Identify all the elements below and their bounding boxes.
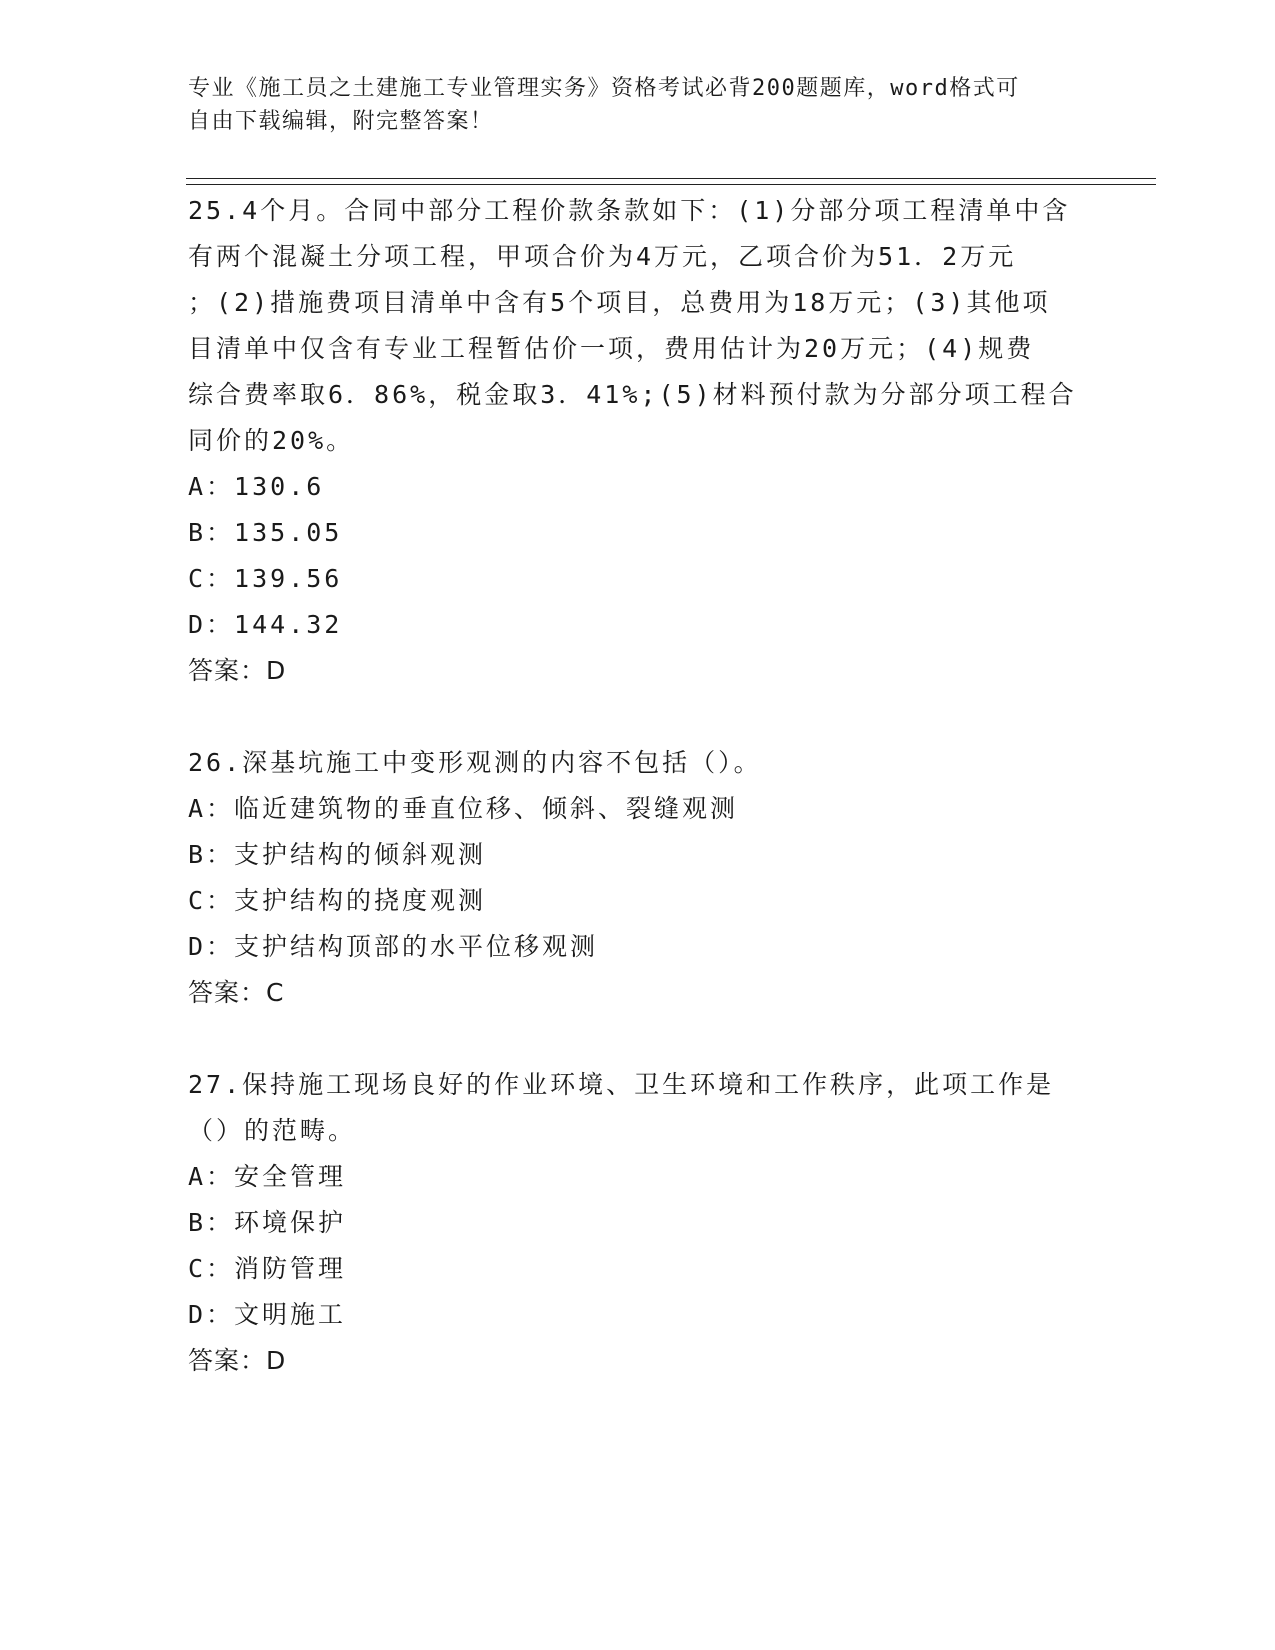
option-c: C：139.56 — [188, 564, 343, 593]
header-line-1: 专业《施工员之土建施工专业管理实务》资格考试必背200题题库，word格式可 — [188, 76, 1020, 101]
answer: 答案：D — [188, 1346, 287, 1375]
question-text-line: 25.4个月。合同中部分工程价款条款如下：(1)分部分项工程清单中含 — [188, 196, 1071, 225]
option-c: C：消防管理 — [188, 1254, 347, 1283]
question-text-line: （）的范畴。 — [188, 1116, 357, 1145]
option-b: B：环境保护 — [188, 1208, 347, 1237]
question-25 — [188, 188, 1088, 694]
question-list — [188, 188, 1088, 1384]
option-c: C：支护结构的挠度观测 — [188, 886, 487, 915]
header-divider-top — [186, 178, 1156, 179]
option-a: A：临近建筑物的垂直位移、倾斜、裂缝观测 — [188, 794, 739, 823]
question-text-line: 27.保持施工现场良好的作业环境、卫生环境和工作秩序，此项工作是 — [188, 1070, 1055, 1099]
option-d: D：144.32 — [188, 610, 343, 639]
document-header — [188, 72, 1088, 138]
header-line-2: 自由下载编辑，附完整答案！ — [188, 109, 494, 134]
option-d: D：文明施工 — [188, 1300, 347, 1329]
question-text-line: 有两个混凝土分项工程，甲项合价为4万元，乙项合价为51．2万元 — [188, 242, 1017, 271]
question-text-line: 同价的20%。 — [188, 426, 355, 455]
question-text-line: 综合费率取6．86%，税金取3．41%;(5)材料预付款为分部分项工程合 — [188, 380, 1077, 409]
question-text-line: 目清单中仅含有专业工程暂估价一项，费用估计为20万元；(4)规费 — [188, 334, 1035, 363]
answer: 答案：D — [188, 656, 287, 685]
answer: 答案：C — [188, 978, 285, 1007]
question-text-line: ；(2)措施费项目清单中含有5个项目，总费用为18万元；(3)其他项 — [188, 288, 1051, 317]
question-text-line: 26.深基坑施工中变形观测的内容不包括（）。 — [188, 748, 762, 777]
option-a: A：130.6 — [188, 472, 325, 501]
header-divider-bottom — [186, 184, 1156, 185]
option-b: B：135.05 — [188, 518, 343, 547]
question-26 — [188, 740, 1088, 1016]
question-27 — [188, 1062, 1088, 1384]
spacer — [188, 694, 1088, 740]
option-b: B：支护结构的倾斜观测 — [188, 840, 487, 869]
option-a: A：安全管理 — [188, 1162, 347, 1191]
spacer — [188, 1016, 1088, 1062]
option-d: D：支护结构顶部的水平位移观测 — [188, 932, 599, 961]
